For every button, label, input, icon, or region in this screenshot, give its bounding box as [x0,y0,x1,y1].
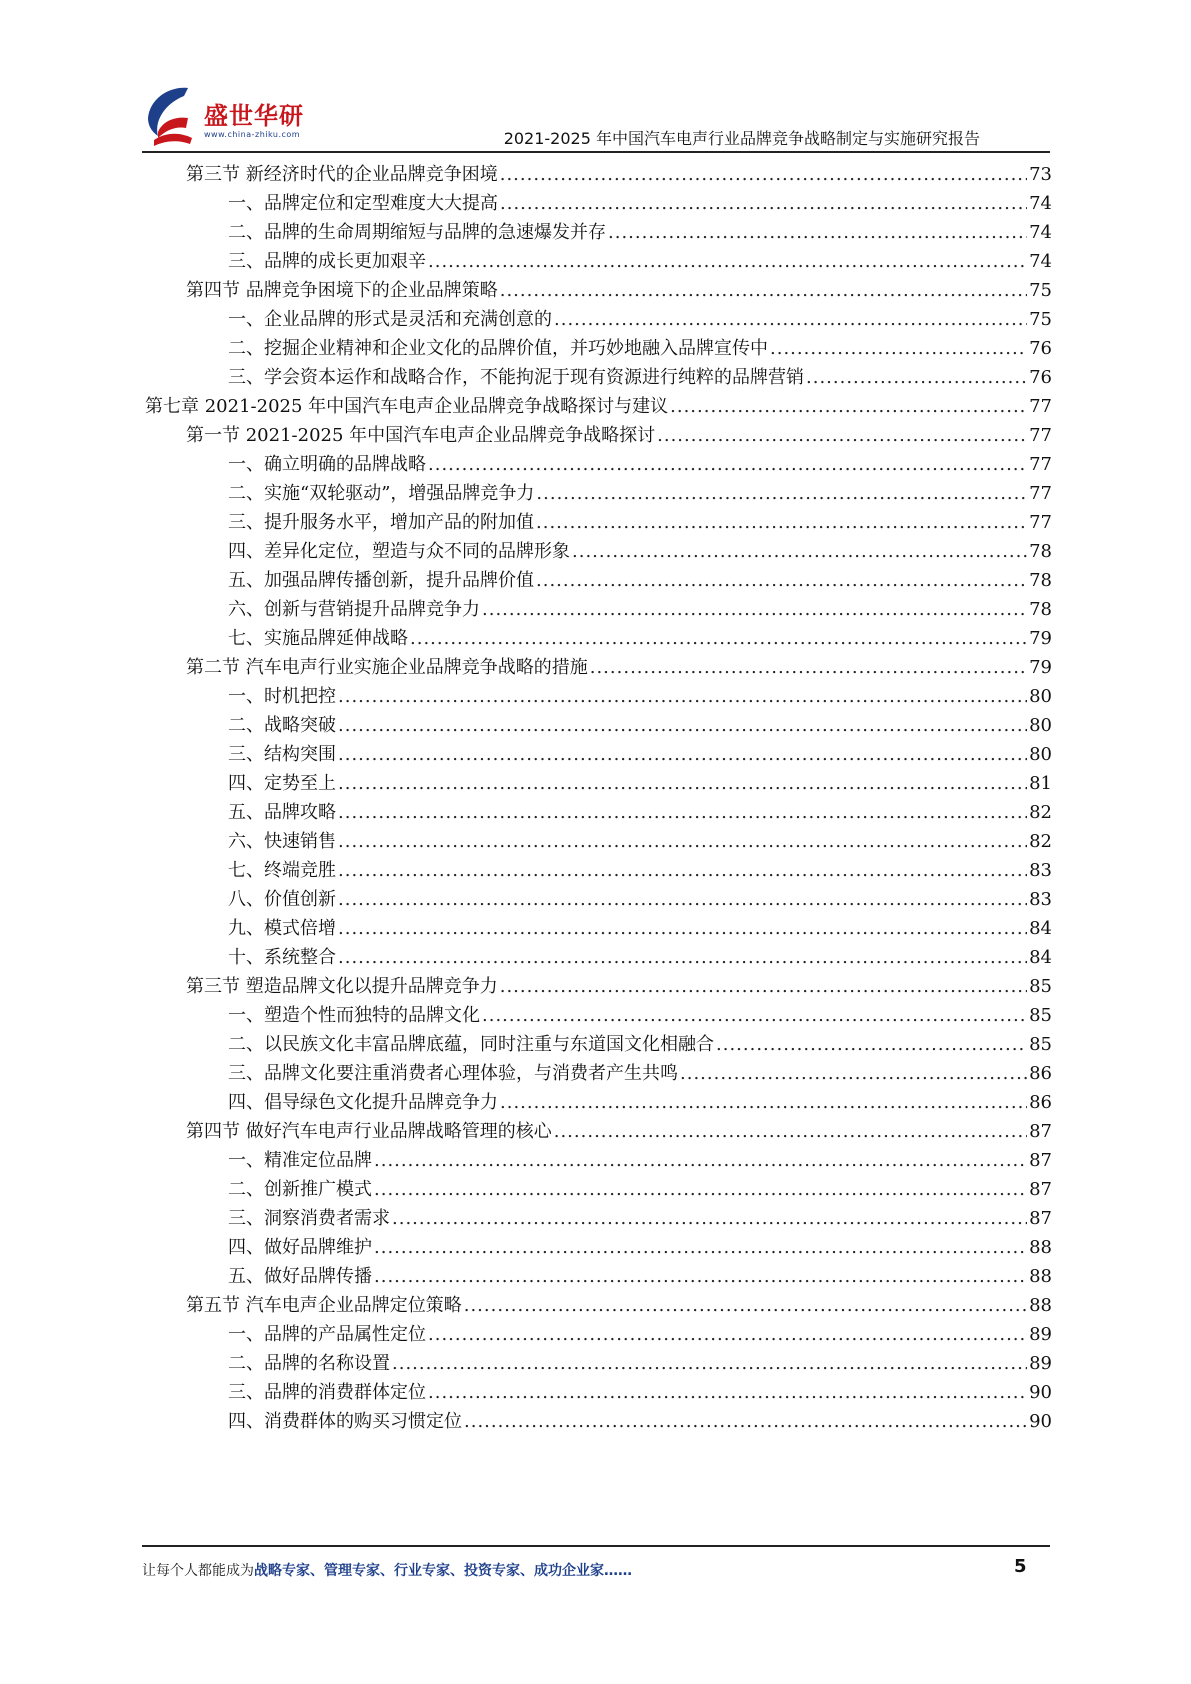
toc-leader-dots [374,1237,1027,1258]
toc-entry[interactable] [228,479,1052,511]
toc-leader-dots [428,1324,1027,1345]
report-title: 2021-2025 年中国汽车电声行业品牌竞争战略制定与实施研究报告 [503,129,980,148]
toc-entry-page: 78 [1029,599,1052,620]
toc-entry-page: 77 [1029,483,1052,504]
toc-entry-title: 第二节 汽车电声行业实施企业品牌竞争战略的措施 [186,657,588,678]
toc-leader-dots [670,396,1027,417]
toc-entry-title: 第三节 新经济时代的企业品牌竞争困境 [186,164,498,185]
toc-entry-title: 十、系统整合 [228,947,336,968]
toc-leader-dots [338,686,1027,707]
toc-leader-dots [554,309,1027,330]
page-header [0,0,1191,160]
toc-entry[interactable] [228,798,1052,830]
toc-entry-title: 第一节 2021-2025 年中国汽车电声企业品牌竞争战略探讨 [186,425,656,446]
toc-entry[interactable] [228,1233,1052,1265]
toc-entry-title: 四、倡导绿色文化提升品牌竞争力 [228,1092,498,1113]
toc-entry-title: 一、品牌定位和定型难度大大提高 [228,193,498,214]
toc-entry-page: 74 [1029,222,1052,243]
toc-leader-dots [500,976,1027,997]
toc-leader-dots [428,251,1027,272]
toc-entry-title: 六、快速销售 [228,831,336,852]
toc-entry-page: 85 [1029,1034,1052,1055]
toc-entry-title: 七、实施品牌延伸战略 [228,628,408,649]
toc-entry-title: 三、学会资本运作和战略合作，不能拘泥于现有资源进行纯粹的品牌营销 [228,367,804,388]
toc-entry[interactable] [228,1262,1052,1294]
toc-leader-dots [464,1411,1027,1432]
toc-entry-page: 88 [1029,1295,1052,1316]
toc-entry-page: 84 [1029,918,1052,939]
toc-entry-title: 二、战略突破 [228,715,336,736]
toc-entry-page: 79 [1029,628,1052,649]
toc-leader-dots [338,889,1027,910]
toc-entry[interactable] [186,276,1052,308]
toc-entry[interactable] [228,218,1052,250]
toc-entry-page: 87 [1029,1208,1052,1229]
toc-entry[interactable] [228,1146,1052,1178]
toc-leader-dots [590,657,1027,678]
toc-leader-dots [500,1092,1027,1113]
toc-entry-title: 七、终端竞胜 [228,860,336,881]
toc-entry[interactable] [228,914,1052,946]
toc-entry[interactable] [228,537,1052,569]
toc-entry[interactable] [228,508,1052,540]
toc-leader-dots [338,715,1027,736]
toc-entry[interactable] [228,305,1052,337]
toc-leader-dots [374,1266,1027,1287]
toc-entry-title: 第三节 塑造品牌文化以提升品牌竞争力 [186,976,498,997]
toc-entry[interactable] [228,885,1052,917]
toc-entry-title: 一、确立明确的品牌战略 [228,454,426,475]
toc-leader-dots [500,193,1027,214]
toc-entry-title: 四、做好品牌维护 [228,1237,372,1258]
toc-entry-page: 78 [1029,570,1052,591]
toc-entry-title: 一、品牌的产品属性定位 [228,1324,426,1345]
toc-entry[interactable] [228,624,1052,656]
toc-entry-page: 84 [1029,947,1052,968]
toc-entry-page: 86 [1029,1063,1052,1084]
toc-entry-page: 85 [1029,1005,1052,1026]
toc-entry-title: 三、品牌的消费群体定位 [228,1382,426,1403]
toc-entry-page: 77 [1029,425,1052,446]
toc-entry-title: 五、品牌攻略 [228,802,336,823]
toc-entry-page: 89 [1029,1353,1052,1374]
toc-leader-dots [536,570,1027,591]
toc-entry-page: 76 [1029,367,1052,388]
toc-leader-dots [428,454,1027,475]
toc-leader-dots [770,338,1027,359]
toc-entry[interactable] [228,1407,1052,1439]
toc-entry[interactable] [186,653,1052,685]
toc-leader-dots [680,1063,1027,1084]
toc-leader-dots [392,1353,1027,1374]
toc-entry[interactable] [228,189,1052,221]
toc-entry[interactable] [228,450,1052,482]
toc-entry-page: 90 [1029,1411,1052,1432]
toc-entry[interactable] [228,769,1052,801]
toc-entry-page: 86 [1029,1092,1052,1113]
toc-entry[interactable] [228,1320,1052,1352]
toc-entry[interactable] [228,711,1052,743]
toc-entry-title: 三、提升服务水平，增加产品的附加值 [228,512,534,533]
toc-leader-dots [338,802,1027,823]
toc-entry-title: 九、模式倍增 [228,918,336,939]
toc-entry-page: 80 [1029,744,1052,765]
toc-entry-page: 77 [1029,454,1052,475]
toc-entry[interactable] [228,1378,1052,1410]
toc-entry-title: 五、做好品牌传播 [228,1266,372,1287]
toc-entry-page: 88 [1029,1266,1052,1287]
toc-entry-title: 二、品牌的名称设置 [228,1353,390,1374]
toc-leader-dots [374,1150,1027,1171]
toc-entry-page: 75 [1029,309,1052,330]
toc-leader-dots [554,1121,1027,1142]
header-divider [142,151,1050,153]
toc-leader-dots [338,860,1027,881]
toc-leader-dots [500,280,1027,301]
toc-entry[interactable] [228,1349,1052,1381]
toc-entry-title: 一、企业品牌的形式是灵活和充满创意的 [228,309,552,330]
toc-entry-title: 四、消费群体的购买习惯定位 [228,1411,462,1432]
toc-entry[interactable] [186,160,1052,192]
toc-leader-dots [536,512,1027,533]
toc-entry[interactable] [228,1088,1052,1120]
toc-leader-dots [482,599,1027,620]
toc-entry-page: 77 [1029,512,1052,533]
toc-entry[interactable] [186,972,1052,1004]
toc-entry-title: 第七章 2021-2025 年中国汽车电声企业品牌竞争战略探讨与建议 [145,396,669,417]
toc-entry-page: 80 [1029,686,1052,707]
toc-entry-title: 二、以民族文化丰富品牌底蕴，同时注重与东道国文化相融合 [228,1034,714,1055]
toc-entry[interactable] [228,1001,1052,1033]
page-number: 5 [1014,1556,1027,1577]
toc-entry-title: 第四节 做好汽车电声行业品牌战略管理的核心 [186,1121,552,1142]
toc-entry[interactable] [228,943,1052,975]
toc-entry-title: 二、挖掘企业精神和企业文化的品牌价值，并巧妙地融入品牌宣传中 [228,338,768,359]
toc-entry-page: 76 [1029,338,1052,359]
toc-entry-page: 74 [1029,193,1052,214]
toc-entry[interactable] [228,682,1052,714]
toc-entry-title: 二、品牌的生命周期缩短与品牌的急速爆发并存 [228,222,606,243]
toc-entry[interactable] [186,1291,1052,1323]
toc-entry[interactable] [228,827,1052,859]
toc-entry[interactable] [228,856,1052,888]
toc-entry-title: 四、差异化定位，塑造与众不同的品牌形象 [228,541,570,562]
toc-entry-page: 77 [1029,396,1052,417]
toc-entry[interactable] [228,1059,1052,1091]
toc-entry-page: 89 [1029,1324,1052,1345]
toc-leader-dots [338,744,1027,765]
toc-entry[interactable] [228,566,1052,598]
toc-leader-dots [392,1208,1027,1229]
toc-leader-dots [464,1295,1027,1316]
toc-entry-title: 五、加强品牌传播创新，提升品牌价值 [228,570,534,591]
footer-suffix: …… [604,1563,632,1579]
toc-entry-page: 75 [1029,280,1052,301]
toc-entry-page: 80 [1029,715,1052,736]
toc-leader-dots [410,628,1027,649]
toc-entry-title: 三、洞察消费者需求 [228,1208,390,1229]
toc-entry-page: 90 [1029,1382,1052,1403]
toc-entry-title: 第四节 品牌竞争困境下的企业品牌策略 [186,280,498,301]
toc-entry[interactable] [145,392,1052,424]
toc-entry-title: 一、时机把控 [228,686,336,707]
toc-entry-page: 88 [1029,1237,1052,1258]
toc-leader-dots [657,425,1027,446]
toc-entry-page: 73 [1029,164,1052,185]
toc-entry-page: 87 [1029,1179,1052,1200]
toc-leader-dots [500,164,1027,185]
toc-entry-title: 三、结构突围 [228,744,336,765]
toc-entry[interactable] [228,1204,1052,1236]
toc-entry[interactable] [228,247,1052,279]
footer-prefix: 让每个人都能成为 [142,1563,254,1579]
toc-entry[interactable] [228,1030,1052,1062]
toc-entry-page: 83 [1029,889,1052,910]
toc-entry-title: 三、品牌的成长更加艰辛 [228,251,426,272]
toc-entry[interactable] [186,1117,1052,1149]
toc-entry-page: 82 [1029,802,1052,823]
toc-entry-page: 87 [1029,1121,1052,1142]
toc-leader-dots [572,541,1027,562]
logo-name: 盛世华研 [204,102,304,130]
toc-entry-page: 85 [1029,976,1052,997]
toc-entry[interactable] [228,334,1052,366]
toc-entry[interactable] [228,740,1052,772]
toc-entry[interactable] [228,595,1052,627]
toc-entry-page: 74 [1029,251,1052,272]
toc-entry-page: 82 [1029,831,1052,852]
footer-emphasis: 战略专家、管理专家、行业专家、投资专家、成功企业家 [254,1563,604,1579]
toc-entry[interactable] [228,363,1052,395]
toc-entry-page: 87 [1029,1150,1052,1171]
toc-leader-dots [536,483,1027,504]
toc-entry-title: 第五节 汽车电声企业品牌定位策略 [186,1295,462,1316]
toc-entry-title: 四、定势至上 [228,773,336,794]
toc-leader-dots [374,1179,1027,1200]
toc-entry-page: 83 [1029,860,1052,881]
toc-entry-title: 八、价值创新 [228,889,336,910]
toc-entry-page: 78 [1029,541,1052,562]
toc-entry-title: 二、创新推广模式 [228,1179,372,1200]
toc-leader-dots [338,773,1027,794]
toc-leader-dots [608,222,1027,243]
toc-leader-dots [428,1382,1027,1403]
toc-leader-dots [806,367,1027,388]
toc-entry-title: 三、品牌文化要注重消费者心理体验，与消费者产生共鸣 [228,1063,678,1084]
toc-leader-dots [338,947,1027,968]
toc-leader-dots [338,918,1027,939]
toc-leader-dots [716,1034,1027,1055]
toc-leader-dots [482,1005,1027,1026]
toc-entry-title: 六、创新与营销提升品牌竞争力 [228,599,480,620]
footer-divider [142,1545,1050,1547]
toc-leader-dots [338,831,1027,852]
toc-entry[interactable] [186,421,1052,453]
toc-entry-page: 79 [1029,657,1052,678]
toc-entry-title: 一、塑造个性而独特的品牌文化 [228,1005,480,1026]
toc-entry-page: 81 [1029,773,1052,794]
toc-entry-title: 二、实施“双轮驱动”，增强品牌竞争力 [228,483,535,504]
footer-slogan [142,1560,632,1580]
toc-entry-title: 一、精准定位品牌 [228,1150,372,1171]
logo-url: www.china-zhiku.com [204,130,301,139]
toc-entry[interactable] [228,1175,1052,1207]
